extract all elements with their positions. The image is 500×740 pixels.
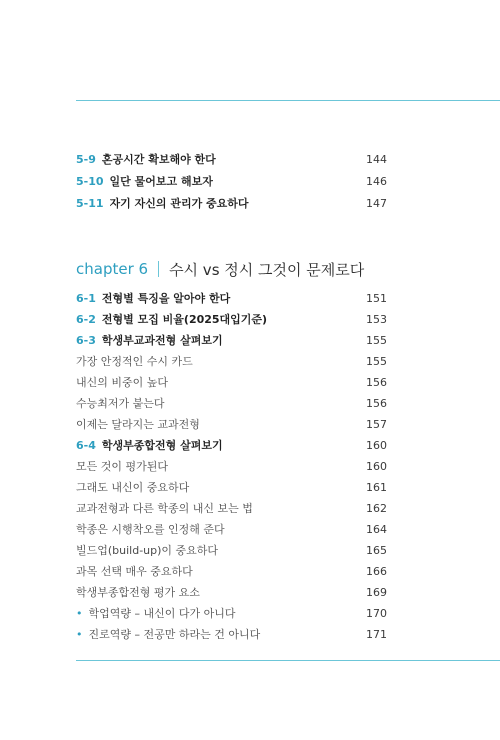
toc-subentry[interactable]: [76, 415, 387, 435]
subsection-title: 교과전형과 다른 학종의 내신 보는 법: [76, 502, 253, 515]
toc-entry-6-3[interactable]: [76, 331, 387, 351]
page-number: 169: [366, 586, 387, 599]
toc-subentry[interactable]: [76, 352, 387, 372]
section-number: 6-2: [76, 313, 96, 326]
toc-subentry[interactable]: [76, 583, 387, 603]
section-title: 일단 물어보고 해보자: [109, 175, 213, 188]
toc-entry-5-10[interactable]: [76, 172, 387, 192]
subsection-title: 과목 선택 매우 중요하다: [76, 565, 193, 578]
page-number: 165: [366, 544, 387, 557]
page-number: 151: [366, 292, 387, 305]
toc-entry-6-1[interactable]: [76, 289, 387, 309]
page-number: 160: [366, 439, 387, 452]
subsection-title: 빌드업(build-up)이 중요하다: [76, 544, 219, 557]
subsection-title: 모든 것이 평가된다: [76, 460, 169, 473]
section-title: 자기 자신의 관리가 중요하다: [109, 197, 249, 210]
page-number: 170: [366, 607, 387, 620]
page-number: 160: [366, 460, 387, 473]
subsection-title: 가장 안정적인 수시 카드: [76, 355, 193, 368]
section-number: 5-11: [76, 197, 104, 210]
toc-subentry[interactable]: [76, 457, 387, 477]
subsection-title: 학업역량 – 내신이 다가 아니다: [88, 607, 236, 620]
subsection-title: 학생부종합전형 평가 요소: [76, 586, 200, 599]
toc-subentry[interactable]: [76, 373, 387, 393]
page-number: 157: [366, 418, 387, 431]
section-number: 5-9: [76, 153, 96, 166]
subsection-title: 수능최저가 붙는다: [76, 397, 165, 410]
page-number: 171: [366, 628, 387, 641]
subsection-title: 학종은 시행착오를 인정해 준다: [76, 523, 225, 536]
section-number: 6-4: [76, 439, 96, 452]
bullet-icon: •: [76, 607, 83, 620]
section-title: 전형별 특징을 알아야 한다: [101, 292, 231, 305]
toc-entry-5-9[interactable]: [76, 150, 387, 170]
page-number: 146: [366, 175, 387, 188]
section-number: 6-3: [76, 334, 96, 347]
section-title: 학생부종합전형 살펴보기: [101, 439, 223, 452]
subsection-title: 진로역량 – 전공만 하라는 건 아니다: [88, 628, 261, 641]
bullet-icon: •: [76, 628, 83, 641]
page-number: 156: [366, 397, 387, 410]
section-title: 전형별 모집 비율(2025대입기준): [101, 313, 268, 326]
bottom-divider: [76, 660, 500, 661]
page-number: 161: [366, 481, 387, 494]
page-number: 144: [366, 153, 387, 166]
page-number: 156: [366, 376, 387, 389]
toc-subentry[interactable]: [76, 499, 387, 519]
toc-subentry[interactable]: [76, 562, 387, 582]
toc-entry-6-4[interactable]: [76, 436, 387, 456]
page-number: 162: [366, 502, 387, 515]
section-number: 5-10: [76, 175, 104, 188]
section-title: 학생부교과전형 살펴보기: [101, 334, 223, 347]
toc-bullet-entry[interactable]: [76, 625, 387, 645]
toc-subentry[interactable]: [76, 541, 387, 561]
toc-entry-5-11[interactable]: [76, 194, 387, 214]
subsection-title: 그래도 내신이 중요하다: [76, 481, 190, 494]
page-number: 164: [366, 523, 387, 536]
top-divider: [76, 100, 500, 101]
chapter-label: chapter 6: [76, 260, 149, 278]
toc-subentry[interactable]: [76, 394, 387, 414]
section-title: 혼공시간 확보해야 한다: [101, 153, 216, 166]
page-number: 155: [366, 334, 387, 347]
chapter-title: 수시 vs 정시 그것이 문제로다: [169, 260, 365, 279]
page-number: 166: [366, 565, 387, 578]
toc-subentry[interactable]: [76, 478, 387, 498]
toc-subentry[interactable]: [76, 520, 387, 540]
chapter-heading[interactable]: [76, 257, 364, 281]
toc-entry-6-2[interactable]: [76, 310, 387, 330]
section-number: 6-1: [76, 292, 96, 305]
subsection-title: 이제는 달라지는 교과전형: [76, 418, 200, 431]
toc-bullet-entry[interactable]: [76, 604, 387, 624]
chapter-separator: [158, 261, 159, 277]
page-number: 155: [366, 355, 387, 368]
page-number: 147: [366, 197, 387, 210]
subsection-title: 내신의 비중이 높다: [76, 376, 169, 389]
page-number: 153: [366, 313, 387, 326]
